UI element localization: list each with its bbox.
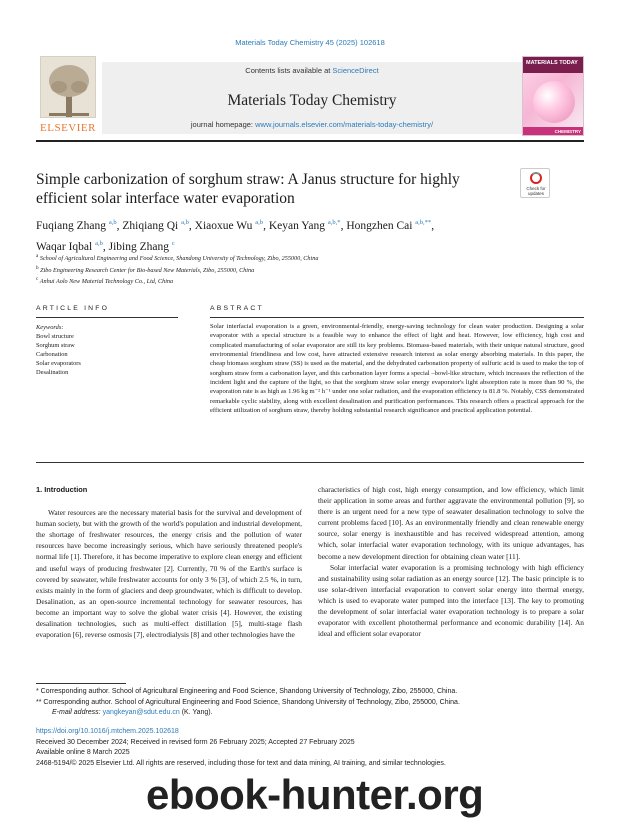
affiliation-mark: c: [36, 276, 39, 283]
elsevier-logo[interactable]: [36, 56, 100, 136]
check-for-updates-button[interactable]: [520, 168, 550, 198]
author-marks[interactable]: a,b: [255, 219, 264, 226]
keywords-label: Keywords:: [36, 324, 64, 331]
header-rule: [36, 140, 584, 142]
article-title: Simple carbonization of sorghum straw: A Janus structure for highly efficient solar interface water evaporation: [36, 171, 460, 207]
journal-citation[interactable]: Materials Today Chemistry 45 (2025) 102618: [235, 38, 385, 47]
contents-line: [102, 66, 522, 75]
article-info-rule: [36, 317, 178, 318]
email-label: E-mail address:: [52, 709, 103, 716]
affiliation-mark: a: [36, 253, 39, 259]
author-marks[interactable]: a,b: [108, 219, 117, 226]
article-info-heading: ARTICLE INFO: [36, 305, 110, 312]
body-paragraph: Solar interfacial water evaporation is a promising technology with high efficiency and sustainability using solar radiation as an energy source [12]. The basic principle is to use solar-driven interfacial evaporation to convert solar energy into thermal energy, which is used to evaporate water pumped into the interface [13]. The key to promoting the development of solar interfacial water evaporation technology is to prepare a solar evaporator with excellent photothermal performance and economic durability [14]. An ideal and efficient solar evaporator: [318, 562, 584, 639]
author-name[interactable]: Waqar Iqbal: [36, 240, 93, 253]
banner-center: [102, 62, 522, 134]
body-column-left: [36, 484, 302, 640]
abstract-rule: [210, 317, 584, 318]
author-name[interactable]: Keyan Yang: [268, 219, 326, 232]
affiliation-item: [36, 275, 584, 287]
affiliation-text: Anhui Aolo New Material Technology Co., Ltd, China: [39, 278, 174, 286]
abstract-bottom-rule: [36, 462, 584, 463]
footnotes: [36, 687, 584, 719]
journal-title: Materials Today Chemistry: [227, 92, 397, 109]
contents-prefix: Contents lists available at: [245, 66, 333, 75]
check-updates-icon: [530, 172, 542, 184]
sciencedirect-link[interactable]: ScienceDirect: [332, 66, 379, 75]
keyword-item: Bowl structure: [36, 333, 74, 340]
journal-homepage-link[interactable]: www.journals.elsevier.com/materials-today-chemistry/: [255, 120, 434, 129]
email-link[interactable]: yangkeyan@sdut.edu.cn: [102, 709, 180, 716]
copyright-notice: 2468-5194/© 2025 Elsevier Ltd. All rights are reserved, including those for text and data mining, AI training, and similar technologies.: [36, 759, 446, 767]
corresponding-author-note: ** Corresponding author. School of Agricultural Engineering and Food Science, Shandong University of Technology, Zibo, 255000, China.: [36, 698, 460, 706]
author-marks[interactable]: a,b: [95, 239, 103, 247]
footnote-rule: [36, 683, 126, 684]
affiliation-text: Zibo Engineering Research Center for Bio-based New Materials, Zibo, 255000, China: [40, 266, 255, 274]
author-list: Fuqiang Zhang $^{a,b}$, Zhiqiang Qi $^{a,b}$, Xiaoxue Wu $^{a,b}$, Keyan Yang $^{a,b,*}$, Hongzhen Cai $^{a,b,**}$, Waqar Iqbal $^{a,b}$, Jibing Zhang $^c$: [36, 219, 435, 253]
abstract-heading: ABSTRACT: [210, 305, 264, 312]
author-name[interactable]: Xiaoxue Wu: [194, 219, 253, 232]
author-name[interactable]: Jibing Zhang: [108, 240, 169, 253]
email-suffix: (K. Yang).: [179, 709, 213, 716]
homepage-line: [102, 120, 522, 129]
journal-banner: [36, 56, 584, 136]
keyword-item: Sorghum straw: [36, 342, 75, 349]
affiliation-item: [36, 264, 584, 276]
cover-artwork: [533, 81, 575, 123]
cover-word: CHEMISTRY: [554, 129, 581, 134]
keyword-item: Carbonation: [36, 351, 68, 358]
homepage-prefix: journal homepage:: [190, 120, 256, 129]
author-marks[interactable]: c: [171, 239, 175, 247]
section-heading: 1. Introduction: [36, 485, 88, 494]
author-name[interactable]: Hongzhen Cai: [346, 219, 413, 232]
body-paragraph: characteristics of high cost, high energy consumption, and low efficiency, which limit their application in some areas and further aggravate the environmental pollution [9], so there is an urgent need for a new type of seawater desalination technology to solve the current problems faced [10]. As an environmentally friendly and clean renewable energy source, solar energy is inexhaustible and has received widespread attention, among which, solar interfacial water evaporation technology, with its unique advantages, has become a new development direction for obtaining clean water [11].: [318, 485, 584, 561]
journal-cover-image[interactable]: [522, 56, 584, 136]
keywords-block: [36, 323, 178, 377]
author-marks[interactable]: a,b: [181, 219, 189, 226]
check-updates-label: Check for updates: [526, 186, 546, 196]
cover-title: MATERIALS TODAY: [526, 60, 578, 66]
corresponding-author-note: * Corresponding author. School of Agricultural Engineering and Food Science, Shandong University of Technology, Zibo, 255000, China.: [36, 688, 458, 695]
watermark-text: ebook-hunter.org: [146, 771, 484, 818]
affiliations: [36, 252, 584, 287]
author-marks[interactable]: a,b,**: [415, 219, 432, 226]
received-dates: Received 30 December 2024; Received in revised form 26 February 2025; Accepted 27 February 2025: [36, 738, 355, 746]
email-line: [36, 708, 584, 719]
elsevier-tree-icon: [40, 56, 96, 118]
keyword-item: Desalination: [36, 369, 69, 376]
affiliation-mark: b: [36, 264, 39, 271]
abstract-text: Solar interfacial evaporation is a green, environmental-friendly, energy-saving technology for clean water production. Designing a solar evaporator with a special structure is a feasible way to enhance the effect of light and heat. However, low efficiency, high cost and complicated manufacturing of solar evaporator are still its key problems. Biomass-based materials, with their unique natural structure, good environmental friendliness and low cost, have attracted extensive research interest as solar energy absorbing materials. In this paper, the cheap biomass sorghum straw (SS) is used as the material, and the dehydrated carbonation property of sulfuric acid is used to make the top of sorghum straw form a carbonation layer, and this carbonation layer forms a special –bowl-like structure, which increases the reflection of the incident light and the capture of the light, so that the sorghum straw solar energy evaporator's light absorption rate is more than 90 %, the evaporation rate is as high as 1.96 kg m⁻² h⁻¹ under one solar radiation, and the evaporation efficiency is 81.8 %. Notably, CSS demonstrated remarkable cyclic stability, along with excellent desalination and purification performances. This research offers a practical approach for the efficient utilization of sorghum straw, thereby holding substantial research significance and practical application potential.: [210, 323, 584, 415]
publication-info: [36, 727, 584, 769]
author-marks[interactable]: a,b,*: [327, 219, 341, 226]
affiliation-item: [36, 252, 584, 264]
doi-link[interactable]: https://doi.org/10.1016/j.mtchem.2025.102618: [36, 728, 179, 735]
body-paragraph: Water resources are the necessary material basis for the survival and development of human society, but with the growth of the world's population and industrial development, the shortage of freshwater resources, the energy crisis and the pollution of water resources have become increasingly serious, which have seriously threatened people's normal life [1]. Therefore, it has become imperative to explore clean energy and efficient and useful ways of producing freshwater [2]. Currently, 70 % of the Earth's surface is covered by seawater, while freshwater accounts for only 3 % [3], of which 2.5 %, in turn, exists mainly in the form of glaciers and deep groundwater, which is difficult to develop. Desalination, as an open-source incremental technology for seawater resources, has become an important way to solve the global water crisis [4]. However, the existing desalination technologies, such as multi-effect distillation [5], multi-stage flash evaporation [6], reverse osmosis [7], electrodialysis [8] and other technologies have the: [36, 508, 302, 640]
available-online: Available online 8 March 2025: [36, 749, 130, 756]
affiliation-text: School of Agricultural Engineering and Food Science, Shandong University of Technology, Zibo, 255000, China: [39, 255, 319, 263]
author-name[interactable]: Fuqiang Zhang: [36, 219, 106, 232]
author-name[interactable]: Zhiqiang Qi: [122, 219, 179, 232]
elsevier-wordmark: ELSEVIER: [40, 122, 96, 134]
body-column-right: [318, 484, 584, 639]
keyword-item: Solar evaporators: [36, 360, 81, 367]
